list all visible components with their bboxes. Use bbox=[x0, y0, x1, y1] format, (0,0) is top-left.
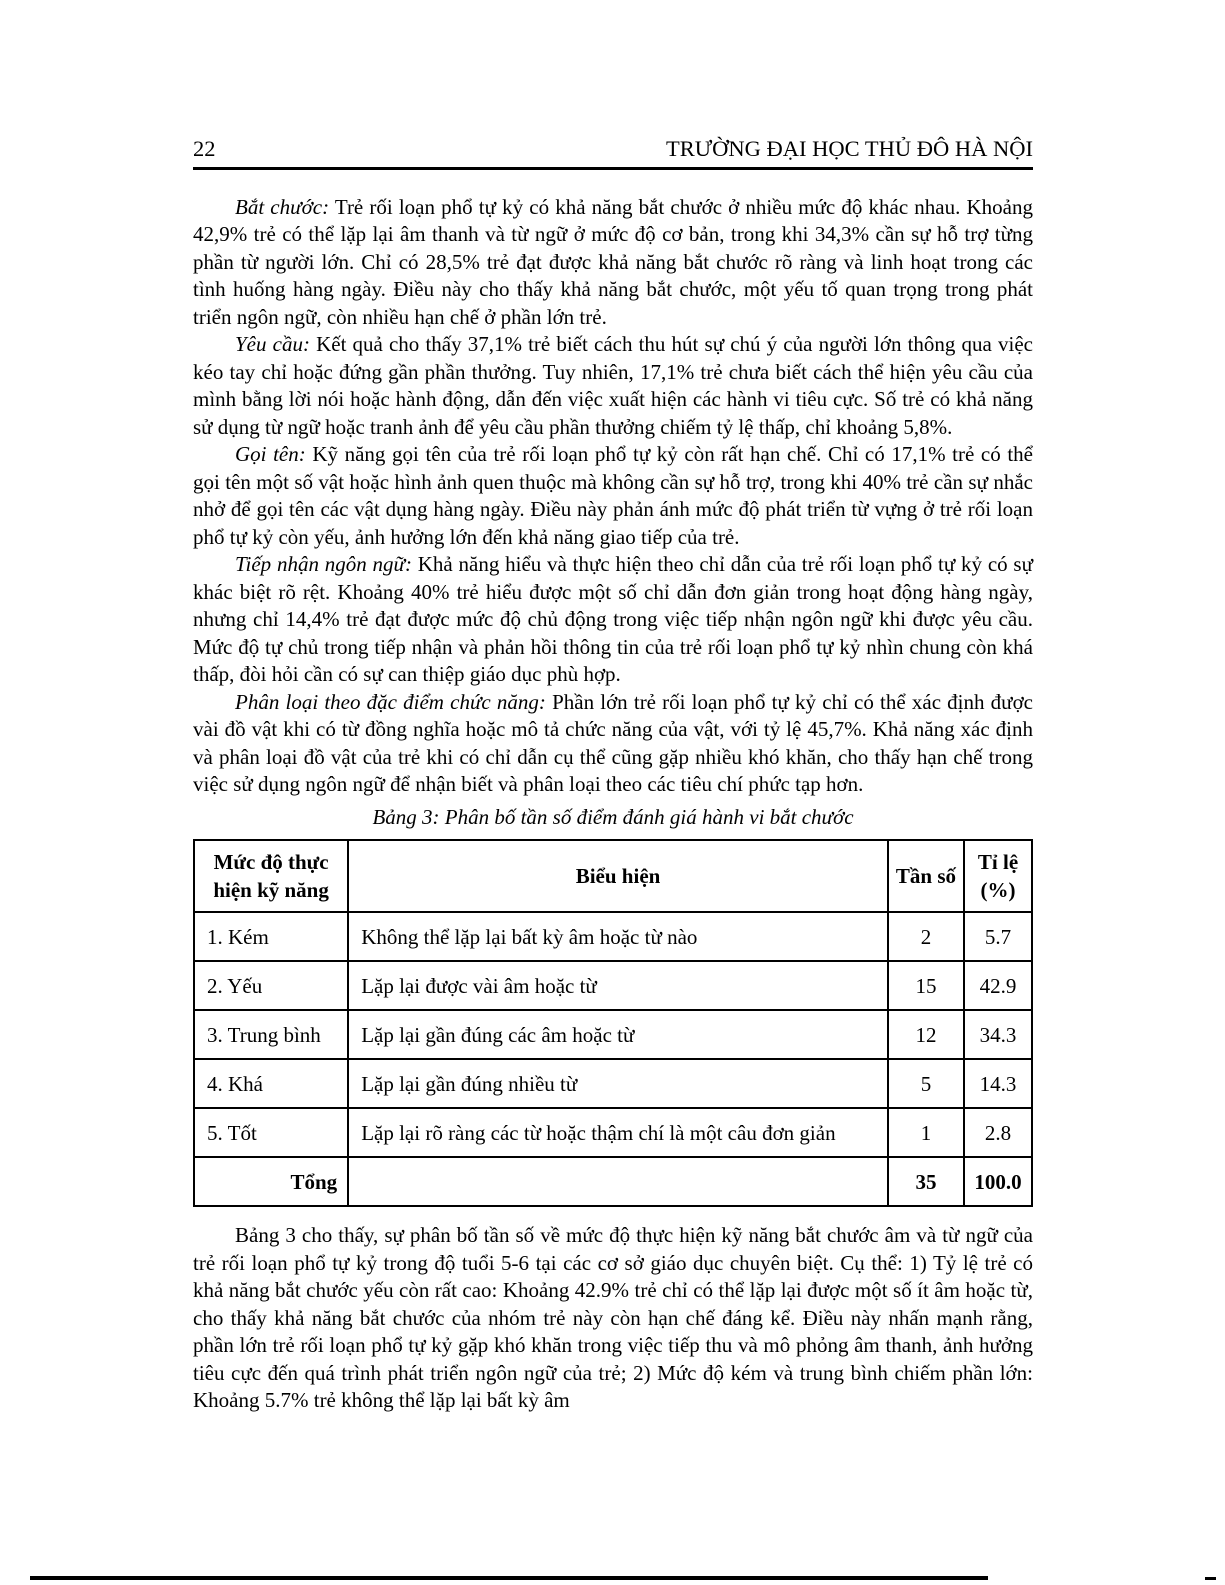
journal-name: TRƯỜNG ĐẠI HỌC THỦ ĐÔ HÀ NỘI bbox=[665, 136, 1033, 161]
cell-level: 2. Yếu bbox=[194, 961, 348, 1010]
header-level: Mức độ thực hiện kỹ năng bbox=[194, 840, 348, 912]
header-percent: Tỉ lệ (%) bbox=[964, 840, 1032, 912]
paragraph-lead: Tiếp nhận ngôn ngữ: bbox=[235, 552, 412, 577]
paragraph-text: Trẻ rối loạn phổ tự kỷ có khả năng bắt chước ở nhiều mức độ khác nhau. Khoảng 42,9% trẻ có thể lặp lại âm thanh và từ ngữ ở mức độ cơ bản, trong khi 34,3% cần sự hỗ trợ từng phần từ người lớn. Chỉ có 28,5% trẻ đạt được khả năng bắt chước rõ ràng và linh hoạt trong các tình huống hàng ngày. Điều này cho thấy khả năng bắt chước, một yếu tố quan trọng trong phát triển ngôn ngữ, còn nhiều hạn chế ở phần lớn trẻ. bbox=[193, 194, 1033, 329]
cell-level: 1. Kém bbox=[194, 912, 348, 961]
paragraph-lead: Phân loại theo đặc điểm chức năng: bbox=[235, 689, 546, 714]
paragraph-closing: Bảng 3 cho thấy, sự phân bố tần số về mức độ thực hiện kỹ năng bắt chước âm và từ ngữ của trẻ rối loạn phổ tự kỷ trong độ tuổi 5-6 tại các cơ sở giáo dục chuyên biệt. Cụ thể: 1) Tỷ lệ trẻ có khả năng bắt chước yếu còn rất cao: Khoảng 42.9% trẻ chỉ có thể lặp lại được một số ít âm hoặc từ, cho thấy khả năng bắt chước của nhóm trẻ này còn hạn chế đáng kể. Điều này nhấn mạnh rằng, phần lớn trẻ rối loạn phổ tự kỷ gặp khó khăn trong việc tiếp thu và mô phỏng âm thanh, ảnh hưởng tiêu cực đến quá trình phát triển ngôn ngữ của trẻ; 2) Mức độ kém và trung bình chiếm phần lớn: Khoảng 5.7% trẻ không thể lặp lại bất kỳ âm bbox=[193, 1223, 1033, 1413]
table-row bbox=[194, 1010, 1032, 1059]
paragraph-goi-ten bbox=[193, 441, 1033, 551]
paragraph-phan-loai bbox=[193, 689, 1033, 799]
table-row bbox=[194, 1059, 1032, 1108]
paragraph-lead: Yêu cầu: bbox=[235, 332, 310, 357]
table-row bbox=[194, 1108, 1032, 1157]
frequency-table bbox=[193, 839, 1033, 1207]
cell-percent: 5.7 bbox=[964, 912, 1032, 961]
page-bottom-scan-mark bbox=[1205, 1577, 1216, 1580]
paragraph-text: Kỹ năng gọi tên của trẻ rối loạn phổ tự kỷ còn rất hạn chế. Chỉ có 17,1% trẻ có thể gọi tên một số vật hoặc hình ảnh quen thuộc mà không cần sự hỗ trợ, trong khi 40% trẻ cần sự nhắc nhở để gọi tên các vật dụng hàng ngày. Điều này phản ánh mức độ phát triển từ vựng ở trẻ rối loạn phổ tự kỷ còn yếu, ảnh hưởng lớn đến khả năng giao tiếp của trẻ. bbox=[193, 442, 1033, 549]
paragraph-text: Phần lớn trẻ rối loạn phổ tự kỷ chỉ có thể xác định được vài đồ vật khi có từ đồng nghĩa hoặc mô tả chức năng của vật, với tỷ lệ 45,7%. Khả năng xác định và phân loại đồ vật của trẻ khi có chỉ dẫn cụ thể cũng gặp nhiều khó khăn, cho thấy hạn chế trong việc sử dụng ngôn ngữ để nhận biết và phân loại theo các tiêu chí phức tạp hơn. bbox=[193, 689, 1033, 797]
cell-behavior: Không thể lặp lại bất kỳ âm hoặc từ nào bbox=[348, 912, 888, 961]
paragraph-text: Khả năng hiểu và thực hiện theo chỉ dẫn của trẻ rối loạn phổ tự kỷ có sự khác biệt rõ rệt. Khoảng 40% trẻ hiểu được một số chỉ dẫn đơn giản trong hoạt động hàng ngày, nhưng chỉ 14,4% trẻ đạt được mức độ chủ động trong việc tiếp nhận ngôn ngữ khi được yêu cầu. Mức độ tự chủ trong tiếp nhận và phản hồi thông tin của trẻ rối loạn phổ tự kỷ nhìn chung còn khá thấp, đòi hỏi cần có sự can thiệp giáo dục phù hợp. bbox=[193, 552, 1033, 687]
cell-frequency: 15 bbox=[888, 961, 964, 1010]
cell-percent: 42.9 bbox=[964, 961, 1032, 1010]
total-behavior bbox=[348, 1157, 888, 1206]
cell-level: 5. Tốt bbox=[194, 1108, 348, 1157]
table-total-row bbox=[194, 1157, 1032, 1206]
cell-behavior: Lặp lại gần đúng các âm hoặc từ bbox=[348, 1010, 888, 1059]
cell-percent: 2.8 bbox=[964, 1108, 1032, 1157]
total-frequency: 35 bbox=[888, 1157, 964, 1206]
cell-percent: 14.3 bbox=[964, 1059, 1032, 1108]
cell-frequency: 1 bbox=[888, 1108, 964, 1157]
paragraph-tiep-nhan-ngon-ngu bbox=[193, 551, 1033, 689]
page-bottom-scan-line bbox=[30, 1576, 988, 1580]
paragraph-lead: Gọi tên: bbox=[235, 442, 306, 467]
paragraph-text: Kết quả cho thấy 37,1% trẻ biết cách thu hút sự chú ý của người lớn thông qua việc kéo tay chỉ hoặc đứng gần phần thưởng. Tuy nhiên, 17,1% trẻ chưa biết cách thể hiện yêu cầu của mình bằng lời nói hoặc hành động, dẫn đến việc xuất hiện các hành vi tiêu cực. Số trẻ có khả năng sử dụng từ ngữ hoặc tranh ảnh để yêu cầu phần thưởng chiếm tỷ lệ thấp, chỉ khoảng 5,8%. bbox=[193, 332, 1033, 439]
table-header-row bbox=[194, 840, 1032, 912]
page-content bbox=[193, 137, 1033, 1415]
paragraph-lead: Bắt chước: bbox=[235, 194, 330, 219]
header-behavior: Biểu hiện bbox=[348, 840, 888, 912]
table-row bbox=[194, 961, 1032, 1010]
paragraph-yeu-cau bbox=[193, 331, 1033, 441]
cell-percent: 34.3 bbox=[964, 1010, 1032, 1059]
total-percent: 100.0 bbox=[964, 1157, 1032, 1206]
cell-behavior: Lặp lại gần đúng nhiều từ bbox=[348, 1059, 888, 1108]
cell-level: 3. Trung bình bbox=[194, 1010, 348, 1059]
header-frequency: Tần số bbox=[888, 840, 964, 912]
cell-frequency: 5 bbox=[888, 1059, 964, 1108]
table-row bbox=[194, 912, 1032, 961]
table-caption: Bảng 3: Phân bố tần số điểm đánh giá hành vi bắt chước bbox=[372, 804, 854, 829]
page-number: 22 bbox=[193, 136, 216, 161]
cell-frequency: 2 bbox=[888, 912, 964, 961]
cell-frequency: 12 bbox=[888, 1010, 964, 1059]
total-label: Tổng bbox=[194, 1157, 348, 1206]
cell-behavior: Lặp lại rõ ràng các từ hoặc thậm chí là một câu đơn giản bbox=[348, 1108, 888, 1157]
cell-behavior: Lặp lại được vài âm hoặc từ bbox=[348, 961, 888, 1010]
paragraph-bat-chuoc bbox=[193, 194, 1033, 332]
running-header bbox=[193, 137, 1033, 170]
cell-level: 4. Khá bbox=[194, 1059, 348, 1108]
